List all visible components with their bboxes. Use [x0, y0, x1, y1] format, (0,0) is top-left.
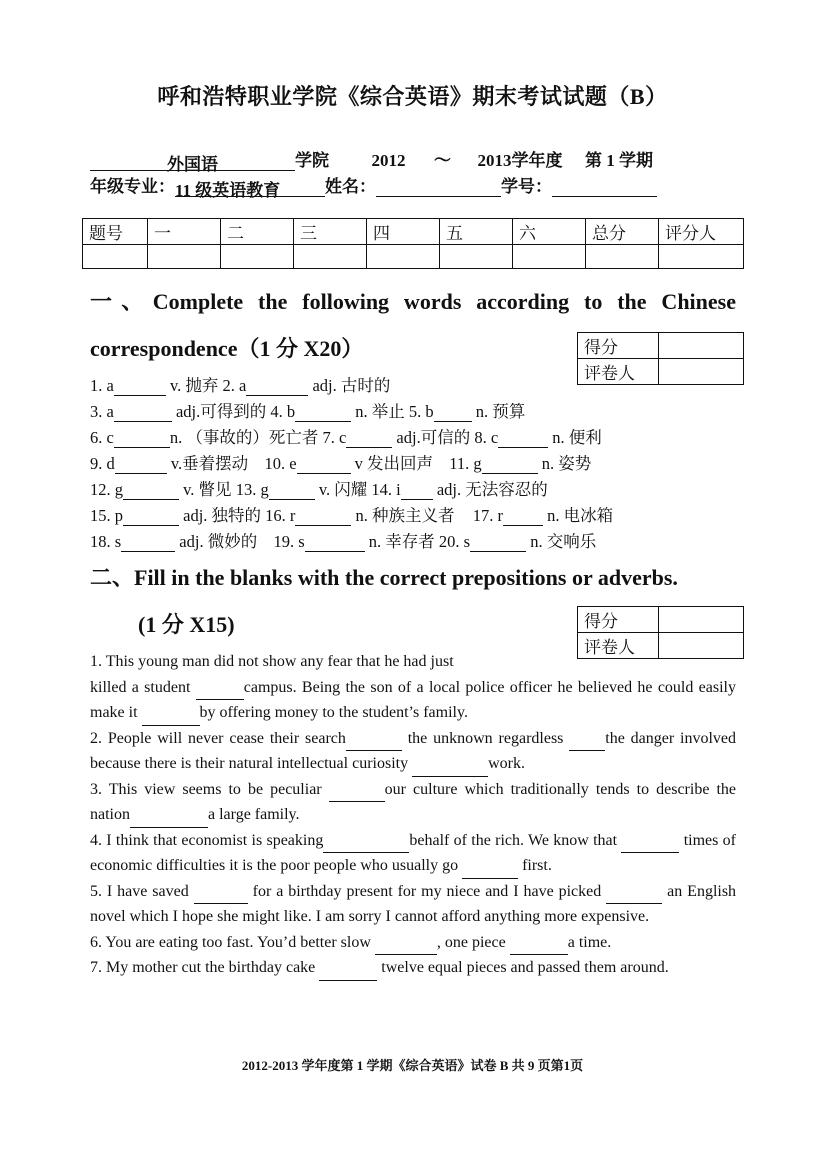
question-text: our culture which traditionally tends to describe the nation	[90, 780, 736, 823]
school-field: 外国语	[90, 150, 295, 171]
vocab-blank[interactable]	[470, 534, 526, 552]
vocab-item-meaning: n. 电冰箱	[543, 506, 614, 525]
vocab-item-meaning: v 发出回声	[350, 454, 434, 473]
vocab-item-prefix: 4. b	[270, 402, 296, 421]
question-6	[90, 930, 736, 956]
question-text: by offering money to the student’s family.	[199, 704, 468, 721]
vocab-blank[interactable]	[114, 430, 170, 448]
score-header-cell: 四	[367, 219, 440, 245]
question-text: the danger involved because there is their natural intellectual curiosity	[90, 729, 737, 772]
section1-score-box	[577, 332, 744, 385]
score-header-cell: 五	[440, 219, 513, 245]
answer-blank[interactable]	[323, 835, 409, 853]
vocab-item-meaning: n. 便利	[548, 428, 602, 447]
vocab-blank[interactable]	[121, 534, 175, 552]
section1-heading-line2: correspondence（1 分 X20）	[90, 336, 364, 361]
question-1	[90, 649, 736, 726]
vocab-blank[interactable]	[123, 482, 179, 500]
vocab-item-prefix: 3. a	[90, 402, 114, 421]
vocab-row-7	[90, 528, 596, 552]
vocab-item-meaning: adj.可信的	[392, 428, 471, 447]
vocab-item-prefix: 13. g	[235, 480, 269, 499]
vocab-item-meaning: n. 举止	[351, 402, 405, 421]
major-label: 年级专业：	[90, 177, 175, 196]
score-cell[interactable]	[148, 245, 221, 269]
id-field[interactable]	[552, 176, 657, 197]
section2-heading: 二、Fill in the blanks with the correct prepositions or adverbs.	[90, 565, 678, 590]
question-text: times of economic difficulties it is the poor people who usually go	[90, 831, 737, 874]
question-5	[90, 879, 736, 930]
answer-blank[interactable]	[346, 733, 402, 751]
answer-blank[interactable]	[194, 886, 248, 904]
vocab-blank[interactable]	[114, 404, 172, 422]
vocab-item-prefix: 2. a	[222, 376, 247, 395]
score-cell[interactable]	[367, 245, 440, 269]
score-header-cell: 二	[221, 219, 294, 245]
vocab-item-meaning: adj.可得到的	[171, 402, 267, 421]
vocab-item-prefix: 17. r	[472, 506, 504, 525]
score-cell[interactable]	[440, 245, 513, 269]
vocab-item-meaning: n. 姿势	[537, 454, 592, 473]
vocab-item-prefix: 11. g	[449, 454, 482, 473]
page-footer: 2012-2013 学年度第 1 学期《综合英语》试卷 B 共 9 页第1页	[241, 1058, 584, 1073]
vocab-item-meaning: adj. 微妙的	[175, 532, 258, 551]
vocab-row-6	[90, 502, 613, 526]
vocab-item-prefix: 6. c	[90, 428, 114, 447]
question-text: first.	[522, 857, 552, 874]
id-label: 学号：	[501, 177, 552, 196]
grader-cell[interactable]	[659, 359, 744, 385]
question-text: behalf of the rich. We know that	[409, 831, 618, 849]
info-line-2	[90, 172, 657, 200]
question-text: killed a student	[90, 678, 191, 696]
question-text: 3. This view seems to be peculiar	[90, 780, 322, 798]
vocab-blank[interactable]	[434, 404, 472, 422]
info-line-1	[90, 146, 653, 174]
question-text: an English novel which I hope she might like. I am sorry I cannot afford anything more expensive.	[90, 882, 737, 925]
answer-blank[interactable]	[196, 682, 244, 700]
vocab-item-meaning: n. 种族主义者	[351, 506, 455, 525]
vocab-item-meaning: v. 抛弃	[165, 376, 219, 395]
vocab-blank[interactable]	[401, 482, 433, 500]
score-header-cell: 六	[513, 219, 586, 245]
year-start: 2012	[371, 151, 406, 170]
score-table-value-row	[83, 245, 744, 269]
vocab-item-prefix: 19. s	[273, 532, 305, 551]
score-label: 得分	[578, 333, 659, 359]
vocab-item-meaning: v. 瞥见	[179, 480, 232, 499]
score-cell[interactable]	[659, 245, 744, 269]
question-text: 6. You are eating too fast. You’d better slow	[90, 933, 371, 951]
section1-heading: 一、Complete the following words according to the Chinese	[90, 289, 736, 314]
vocab-blank[interactable]	[114, 378, 166, 396]
score-cell[interactable]	[221, 245, 294, 269]
question-text: , one piece	[436, 933, 506, 951]
score-cell[interactable]	[659, 607, 744, 633]
answer-blank[interactable]	[606, 886, 662, 904]
answer-blank[interactable]	[510, 937, 568, 955]
question-2	[90, 726, 736, 777]
vocab-blank[interactable]	[115, 456, 167, 474]
question-text: the unknown regardless	[407, 729, 564, 747]
vocab-row-4	[90, 450, 591, 474]
question-text: campus. Being the son of a local police officer he believed he could easily make it	[90, 678, 737, 721]
vocab-item-prefix: 5. b	[408, 402, 434, 421]
answer-blank[interactable]	[569, 733, 605, 751]
question-4	[90, 828, 736, 879]
vocab-item-prefix: 7. c	[322, 428, 347, 447]
vocab-blank[interactable]	[503, 508, 543, 526]
question-text: 5. I have saved	[90, 882, 189, 900]
question-text: 7. My mother cut the birthday cake	[90, 959, 316, 976]
year-tilde: ～	[434, 151, 451, 170]
question-3	[90, 777, 736, 828]
vocab-blank[interactable]	[123, 508, 179, 526]
answer-blank[interactable]	[319, 963, 377, 981]
answer-blank[interactable]	[462, 861, 518, 879]
vocab-item-prefix: 18. s	[90, 532, 122, 551]
name-label: 姓名：	[325, 177, 376, 196]
score-label: 得分	[578, 607, 659, 633]
vocab-blank[interactable]	[305, 534, 365, 552]
score-table	[82, 218, 744, 269]
vocab-item-meaning: v. 闪耀	[314, 480, 368, 499]
score-cell[interactable]	[294, 245, 367, 269]
vocab-item-prefix: 16. r	[265, 506, 296, 525]
vocab-item-meaning: adj. 无法容忍的	[432, 480, 548, 499]
page-title: 呼和浩特职业学院《综合英语》期末考试试题（B）	[157, 84, 668, 109]
vocab-item-meaning: v.垂着摆动	[166, 454, 249, 473]
question-text: work.	[488, 755, 525, 772]
answer-blank[interactable]	[329, 784, 385, 802]
vocab-blank[interactable]	[498, 430, 548, 448]
vocab-item-prefix: 12. g	[90, 480, 123, 499]
question-text: a large family.	[208, 806, 300, 823]
score-header-cell: 评分人	[659, 219, 744, 245]
question-text: twelve equal pieces and passed them around.	[381, 959, 669, 976]
vocab-row-3	[90, 424, 602, 448]
vocab-item-prefix: 1. a	[90, 376, 114, 395]
vocab-item-prefix: 8. c	[474, 428, 499, 447]
school-suffix: 学院	[295, 151, 329, 170]
vocab-blank[interactable]	[346, 430, 392, 448]
vocab-blank[interactable]	[482, 456, 538, 474]
vocab-item-meaning: n. 预算	[471, 402, 526, 421]
vocab-row-1	[90, 372, 390, 396]
major-field: 11 级英语教育	[175, 176, 325, 197]
answer-blank[interactable]	[142, 708, 200, 726]
score-cell[interactable]	[513, 245, 586, 269]
question-text: for a birthday present for my niece and I have picked	[252, 882, 602, 900]
question-7	[90, 955, 736, 981]
vocab-item-meaning: n. 交响乐	[526, 532, 597, 551]
name-field[interactable]	[376, 176, 501, 197]
score-cell[interactable]	[586, 245, 659, 269]
question-text: a time.	[567, 933, 612, 951]
grader-label: 评卷人	[578, 633, 659, 659]
score-header-cell: 题号	[83, 219, 148, 245]
question-text: 4. I think that economist is speaking	[90, 831, 324, 849]
score-header-cell: 三	[294, 219, 367, 245]
answer-blank[interactable]	[621, 835, 679, 853]
section2-heading-line2: (1 分 X15)	[138, 612, 235, 637]
vocab-item-prefix: 15. p	[90, 506, 123, 525]
vocab-item-prefix: 14. i	[371, 480, 401, 499]
vocab-item-meaning: n. （事故的）死亡者	[169, 428, 319, 447]
answer-blank[interactable]	[130, 810, 208, 828]
score-cell[interactable]	[659, 333, 744, 359]
vocab-item-meaning: n. 幸存者	[364, 532, 435, 551]
score-cell[interactable]	[83, 245, 148, 269]
score-header-cell: 一	[148, 219, 221, 245]
score-table-header-row	[83, 219, 744, 245]
score-header-cell: 总分	[586, 219, 659, 245]
vocab-row-2	[90, 398, 525, 422]
question-text: 2. People will never cease their search	[90, 729, 346, 747]
vocab-item-meaning: adj. 古时的	[308, 376, 391, 395]
vocab-item-prefix: 9. d	[90, 454, 115, 473]
vocab-blank[interactable]	[297, 456, 351, 474]
vocab-row-5	[90, 476, 548, 500]
vocab-item-prefix: 10. e	[264, 454, 297, 473]
section2-questions	[90, 649, 736, 981]
vocab-blank[interactable]	[246, 378, 308, 396]
vocab-item-meaning: adj. 独特的	[179, 506, 262, 525]
vocab-blank[interactable]	[269, 482, 315, 500]
vocab-blank[interactable]	[295, 508, 351, 526]
answer-blank[interactable]	[412, 759, 488, 777]
vocab-blank[interactable]	[295, 404, 351, 422]
answer-blank[interactable]	[375, 937, 437, 955]
grader-label: 评卷人	[578, 359, 659, 385]
vocab-item-prefix: 20. s	[438, 532, 471, 551]
year-end: 2013学年度	[477, 151, 563, 170]
question-text: 1. This young man did not show any fear that he had just	[90, 653, 454, 670]
term: 第 1 学期	[585, 151, 653, 170]
